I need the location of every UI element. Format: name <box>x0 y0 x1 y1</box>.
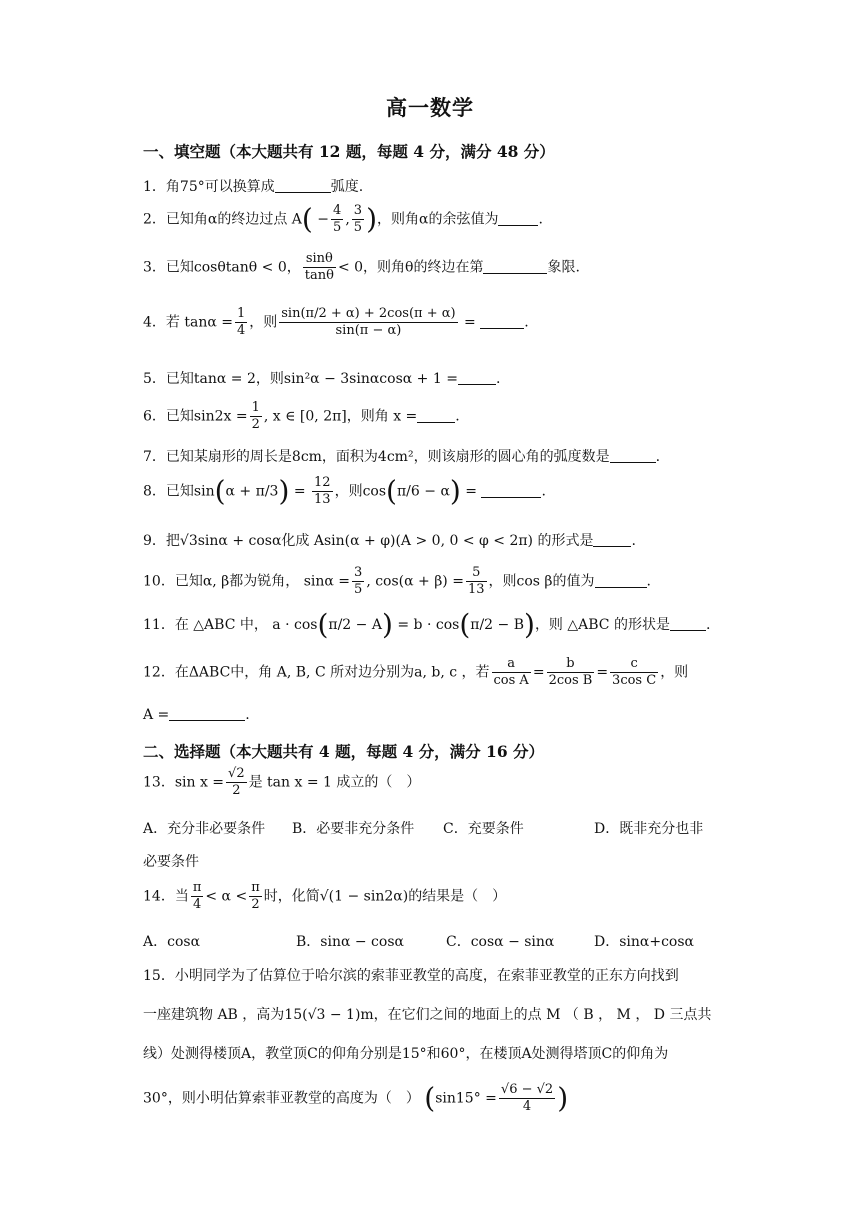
question-15-line-3: 线）处测得楼顶A，教堂顶C的仰角分别是15°和60°，在楼顶A处测得塔顶C的仰角为 <box>143 1046 669 1062</box>
fraction: $\frac{\pi}{2}$ <box>251 880 260 912</box>
answer-blank <box>595 573 647 588</box>
fraction: $\frac{1}{2}$ <box>251 400 260 432</box>
question-13-continuation: 必要条件 <box>143 854 199 870</box>
fraction: $\frac{a}{\text{cos A}}$ <box>493 656 529 688</box>
fraction: $\frac{5}{13}$ <box>467 565 485 597</box>
question-15-line-1: 15．小明同学为了估算位于哈尔滨的索菲亚教堂的高度，在索菲亚教堂的正东方向找到 <box>143 968 679 984</box>
answer-blank <box>169 706 245 721</box>
option-13-a[interactable]: A．充分非必要条件 <box>143 821 266 837</box>
question-15-line-4: 30°，则小明估算索菲亚教堂的高度为（ ） (sin15° = $\frac{√6 - √2}{4}$ ) <box>143 1081 569 1115</box>
question-12-answer-line: A = . <box>143 707 250 723</box>
answer-blank <box>498 211 538 226</box>
question-14: 14．当 $\frac{\pi}{4}$ < α < $\frac{\pi}{2}$ 时，化简√(1 − sin2α)的结果是（ ） <box>143 880 507 912</box>
answer-blank <box>480 314 524 329</box>
answer-blank <box>417 408 455 423</box>
section-choice-heading: 二、选择题（本大题共有 4 题，每题 4 分，满分 16 分） <box>143 742 545 761</box>
answer-blank <box>458 370 496 385</box>
fraction: $\frac{3}{5}$ <box>354 565 363 597</box>
answer-blank <box>481 483 541 498</box>
option-14-d[interactable]: D．sinα+cosα <box>594 934 694 950</box>
answer-blank <box>593 532 631 547</box>
option-14-b[interactable]: B．sinα − cosα <box>296 934 404 950</box>
option-14-c[interactable]: C．cosα − sinα <box>446 934 555 950</box>
option-14-a[interactable]: A．cosα <box>143 934 201 950</box>
fraction: $\frac{4}{5}$ <box>333 203 342 235</box>
question-6: 6．已知sin2x = $\frac{1}{2}$ , x ∈ [0, 2π]，则角 x = . <box>143 400 460 432</box>
section-fill-in-heading: 一、填空题（本大题共有 12 题，每题 4 分，满分 48 分） <box>143 142 555 161</box>
option-13-d[interactable]: D．既非充分也非 <box>594 821 704 837</box>
answer-blank <box>670 616 706 631</box>
question-2: 2．已知角α的终边过点 A( − $\frac{4}{5}$ , $\frac{3}{5}$ )，则角α的余弦值为 . <box>143 202 543 236</box>
question-3: 3．已知cosθtanθ < 0， $\frac{\sin\theta}{\tan\theta}$ < 0，则角θ的终边在第 象限. <box>143 251 580 283</box>
question-7: 7．已知某扇形的周长是8cm，面积为4cm²，则该扇形的圆心角的弧度数是 . <box>143 449 661 465</box>
question-10: 10．已知α, β都为锐角， sinα = $\frac{3}{5}$ , cos(α + β) = $\frac{5}{13}$ ，则cos β的值为 . <box>143 565 651 597</box>
question-8: 8．已知sin(α + π/3) = $\frac{12}{13}$ ，则cos(π/6 − α) = . <box>143 474 546 508</box>
fraction: $\frac{\sin\theta}{\tan\theta}$ <box>304 251 334 283</box>
question-15-line-2: 一座建筑物 AB ，高为15(√3 − 1)m，在它们之间的地面上的点 M （ B ， M ， D 三点共 <box>143 1007 712 1023</box>
fraction: $\frac{c}{\text{3cos C}}$ <box>612 656 657 688</box>
question-12: 12．在ΔABC中，角 A, B, C 所对边分别为a, b, c ，若 $\frac{a}{\text{cos A}}$ = $\frac{b}{\text{2cos B}}$ = $\frac{c}{\text{3cos C}}$ ，则 <box>143 656 689 688</box>
option-13-b[interactable]: B．必要非充分条件 <box>292 821 415 837</box>
fraction: $\frac{1}{4}$ <box>236 306 246 338</box>
fraction: $\frac{b}{\text{2cos B}}$ <box>548 656 593 688</box>
question-13: 13．sin x = $\frac{√2}{2}$ 是 tan x = 1 成立的（ ） <box>143 766 421 798</box>
page-title: 高一数学 <box>386 95 474 120</box>
answer-blank <box>483 259 547 274</box>
fraction: $\frac{√6 - √2}{4}$ <box>500 1082 554 1114</box>
question-4: 4．若 tanα = $\frac{1}{4}$ ，则 $\frac{\sin(\pi/2 + \alpha) + 2\cos(\pi + \alpha)}{\sin(\pi - \alpha)}$ = . <box>143 306 529 338</box>
answer-blank <box>610 448 656 463</box>
question-1: 1．角75°可以换算成 弧度. <box>143 179 364 195</box>
fraction: $\frac{\pi}{4}$ <box>192 880 202 912</box>
question-11: 11．在 △ABC 中， a · cos(π/2 − A) = b · cos(π/2 − B)，则 △ABC 的形状是 . <box>143 608 711 641</box>
question-9: 9．把√3sinα + cosα化成 Asin(α + φ)(A > 0, 0 < φ < 2π) 的形式是 . <box>143 533 636 549</box>
fraction: $\frac{3}{5}$ <box>353 203 363 235</box>
answer-blank <box>275 178 331 193</box>
fraction: $\frac{√2}{2}$ <box>228 766 245 798</box>
fraction: $\frac{12}{13}$ <box>314 475 331 507</box>
fraction: $\frac{\sin(\pi/2 + \alpha) + 2\cos(\pi + \alpha)}{\sin(\pi - \alpha)}$ <box>281 306 456 338</box>
option-13-c[interactable]: C．充要条件 <box>443 821 524 837</box>
question-5: 5．已知tanα = 2，则sin²α − 3sinαcosα + 1 = . <box>143 371 501 387</box>
